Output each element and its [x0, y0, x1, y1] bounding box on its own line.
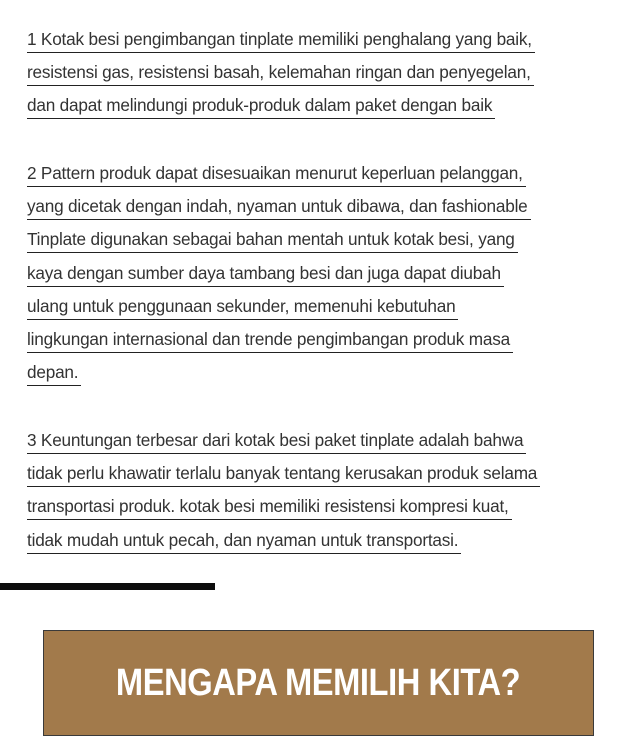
paragraph-2	[27, 163, 627, 395]
paragraph-line: 3 Keuntungan terbesar dari kotak besi paket tinplate adalah bahwa	[27, 430, 627, 463]
paragraph-line: depan.	[27, 362, 627, 395]
why-choose-us-banner	[43, 630, 594, 736]
paragraph-3	[27, 430, 627, 563]
paragraph-line: ulang untuk penggunaan sekunder, memenuhi kebutuhan	[27, 296, 627, 329]
paragraph-line: 2 Pattern produk dapat disesuaikan menurut keperluan pelanggan,	[27, 163, 627, 196]
paragraph-line: tidak perlu khawatir terlalu banyak tentang kerusakan produk selama	[27, 463, 627, 496]
paragraph-1	[27, 29, 627, 129]
paragraph-line: Tinplate digunakan sebagai bahan mentah untuk kotak besi, yang	[27, 229, 627, 262]
paragraph-line: dan dapat melindungi produk-produk dalam paket dengan baik	[27, 95, 627, 128]
paragraph-line: lingkungan internasional dan trende pengimbangan produk masa	[27, 329, 627, 362]
why-choose-us-heading: MENGAPA MEMILIH KITA?	[116, 661, 521, 704]
paragraph-line: 1 Kotak besi pengimbangan tinplate memiliki penghalang yang baik,	[27, 29, 627, 62]
paragraph-line: tidak mudah untuk pecah, dan nyaman untuk transportasi.	[27, 530, 627, 563]
paragraph-line: yang dicetak dengan indah, nyaman untuk dibawa, dan fashionable	[27, 196, 627, 229]
paragraph-line: resistensi gas, resistensi basah, kelemahan ringan dan penyegelan,	[27, 62, 627, 95]
section-divider	[0, 583, 215, 590]
paragraph-line: kaya dengan sumber daya tambang besi dan juga dapat diubah	[27, 263, 627, 296]
paragraph-line: transportasi produk. kotak besi memiliki resistensi kompresi kuat,	[27, 496, 627, 529]
